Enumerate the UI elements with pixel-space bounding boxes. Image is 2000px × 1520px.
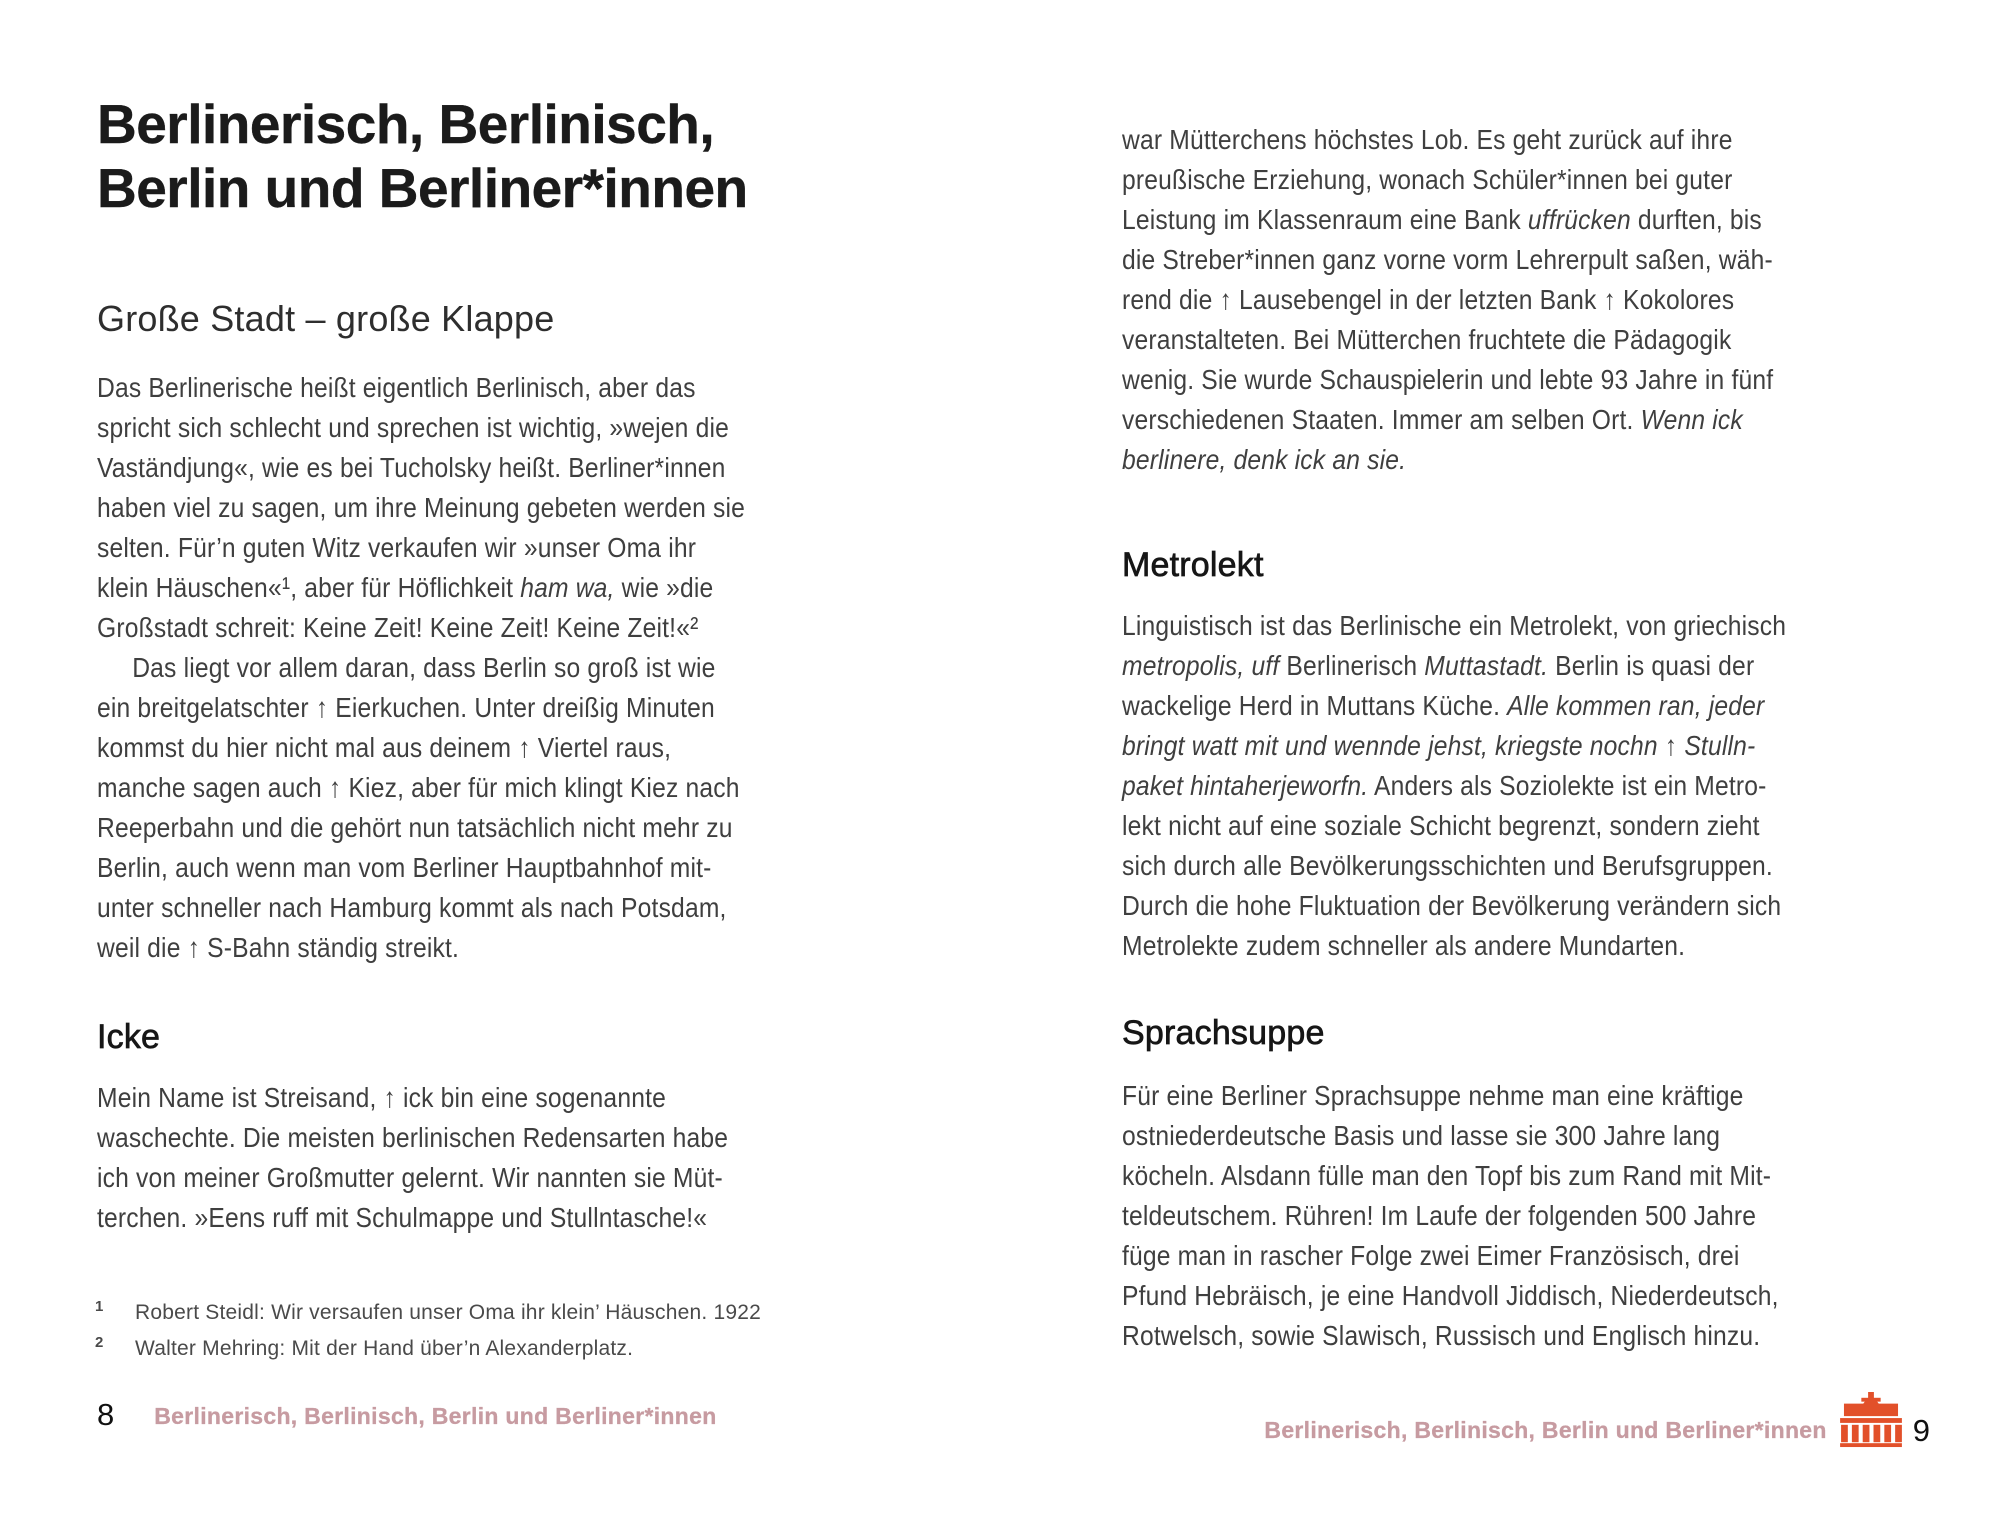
- footnote-1-marker: 1: [95, 1298, 104, 1315]
- text-line: verschiedenen Staaten. Immer am selben Ort. Wenn ick: [1122, 404, 1743, 435]
- text-line: ich von meiner Großmutter gelernt. Wir nannten sie Müt-: [97, 1162, 723, 1193]
- page-number-right: 9: [1912, 1413, 1930, 1448]
- footer-left: [97, 1398, 717, 1432]
- text-line: rend die ↑ Lausebengel in der letzten Bank ↑ Kokolores: [1122, 284, 1735, 315]
- text-line: Linguistisch ist das Berlinische ein Metrolekt, von griechisch: [1122, 610, 1787, 641]
- chapter-title-line-2: Berlin und Berliner*innen: [97, 157, 748, 219]
- text-line: ostniederdeutsche Basis und lasse sie 300 Jahre lang: [1122, 1120, 1721, 1151]
- section-heading-icke: Icke: [97, 1018, 161, 1056]
- text-line: sich durch alle Bevölkerungsschichten und Berufsgruppen.: [1122, 850, 1773, 881]
- chapter-title-line-1: Berlinerisch, Berlinisch,: [97, 93, 715, 155]
- text-line: teldeutschem. Rühren! Im Laufe der folgenden 500 Jahre: [1122, 1200, 1757, 1231]
- text-line: waschechte. Die meisten berlinischen Redensarten habe: [97, 1122, 729, 1153]
- text-line: lekt nicht auf eine soziale Schicht begrenzt, sondern zieht: [1122, 810, 1760, 841]
- text-line: manche sagen auch ↑ Kiez, aber für mich klingt Kiez nach: [97, 772, 740, 803]
- text-line: war Mütterchens höchstes Lob. Es geht zurück auf ihre: [1122, 124, 1733, 155]
- text-line: bringt watt mit und wennde jehst, kriegste nochn ↑ Stulln-: [1122, 730, 1756, 761]
- text-line: Großstadt schreit: Keine Zeit! Keine Zeit! Keine Zeit!«²: [97, 612, 699, 643]
- text-line: Berlin, auch wenn man vom Berliner Hauptbahnhof mit-: [97, 852, 712, 883]
- section-heading-sprachsuppe: Sprachsuppe: [1122, 1014, 1325, 1052]
- brandenburg-gate-icon: [1839, 1392, 1903, 1448]
- footer-right: [1264, 1392, 1930, 1448]
- text-line: klein Häuschen«¹, aber für Höflichkeit ham wa, wie »die: [97, 572, 714, 603]
- footnote-2-text: Walter Mehring: Mit der Hand über’n Alexanderplatz.: [135, 1337, 634, 1360]
- text-line: Reeperbahn und die gehört nun tatsächlich nicht mehr zu: [97, 812, 733, 843]
- footnote-1: [95, 1292, 761, 1328]
- text-line: paket hintaherjeworfn. Anders als Soziolekte ist ein Metro-: [1122, 770, 1767, 801]
- section-heading-metrolekt: Metrolekt: [1122, 546, 1264, 584]
- paragraph-metrolekt: [1122, 606, 1786, 966]
- text-line: füge man in rascher Folge zwei Eimer Französisch, drei: [1122, 1240, 1740, 1271]
- paragraph-sprachsuppe: [1122, 1076, 1779, 1356]
- chapter-title: [97, 92, 748, 220]
- chapter-subtitle: Große Stadt – große Klappe: [97, 298, 555, 339]
- text-line: Das liegt vor allem daran, dass Berlin so groß ist wie: [132, 652, 716, 683]
- text-line: Pfund Hebräisch, je eine Handvoll Jiddisch, Niederdeutsch,: [1122, 1280, 1779, 1311]
- text-line: preußische Erziehung, wonach Schüler*innen bei guter: [1122, 164, 1733, 195]
- text-line: köcheln. Alsdann fülle man den Topf bis zum Rand mit Mit-: [1122, 1160, 1772, 1191]
- text-line: Rotwelsch, sowie Slawisch, Russisch und Englisch hinzu.: [1122, 1320, 1761, 1351]
- text-line: spricht sich schlecht und sprechen ist wichtig, »wejen die: [97, 412, 730, 443]
- text-line: Vaständjung«, wie es bei Tucholsky heißt. Berliner*innen: [97, 452, 726, 483]
- footnote-2: [95, 1328, 761, 1364]
- text-line: Für eine Berliner Sprachsuppe nehme man eine kräftige: [1122, 1080, 1744, 1111]
- text-line: metropolis, uff Berlinerisch Muttastadt. Berlin is quasi der: [1122, 650, 1755, 681]
- text-line: wackelige Herd in Muttans Küche. Alle kommen ran, jeder: [1122, 690, 1765, 721]
- paragraph-muetterchen: [1122, 120, 1773, 480]
- page-number-left: 8: [97, 1397, 115, 1432]
- paragraph-grosse-stadt: [97, 368, 745, 968]
- text-line: Mein Name ist Streisand, ↑ ick bin eine sogenannte: [97, 1082, 666, 1113]
- text-line: selten. Für’n guten Witz verkaufen wir »unser Oma ihr: [97, 532, 697, 563]
- text-line: wenig. Sie wurde Schauspielerin und lebte 93 Jahre in fünf: [1122, 364, 1774, 395]
- text-line: haben viel zu sagen, um ihre Meinung gebeten werden sie: [97, 492, 746, 523]
- footnotes: [95, 1292, 761, 1364]
- gate-shape: [1840, 1392, 1902, 1447]
- text-line: Leistung im Klassenraum eine Bank uffrücken durften, bis: [1122, 204, 1762, 235]
- text-line: weil die ↑ S-Bahn ständig streikt.: [97, 932, 460, 963]
- running-title-left: Berlinerisch, Berlinisch, Berlin und Berliner*innen: [154, 1403, 717, 1429]
- text-line: die Streber*innen ganz vorne vorm Lehrerpult saßen, wäh-: [1122, 244, 1773, 275]
- paragraph-icke: [97, 1078, 728, 1238]
- text-line: unter schneller nach Hamburg kommt als nach Potsdam,: [97, 892, 727, 923]
- footnote-2-marker: 2: [95, 1334, 104, 1351]
- text-line: veranstalteten. Bei Mütterchen fruchtete die Pädagogik: [1122, 324, 1732, 355]
- text-line: Durch die hohe Fluktuation der Bevölkerung verändern sich: [1122, 890, 1782, 921]
- text-line: terchen. »Eens ruff mit Schulmappe und Stullntasche!«: [97, 1202, 708, 1233]
- text-line: berlinere, denk ick an sie.: [1122, 444, 1407, 475]
- footnote-1-text: Robert Steidl: Wir versaufen unser Oma ihr klein’ Häuschen. 1922: [135, 1301, 761, 1324]
- text-line: ein breitgelatschter ↑ Eierkuchen. Unter dreißig Minuten: [97, 692, 715, 723]
- text-line: Das Berlinerische heißt eigentlich Berlinisch, aber das: [97, 372, 696, 403]
- text-line: Metrolekte zudem schneller als andere Mundarten.: [1122, 930, 1686, 961]
- text-line: kommst du hier nicht mal aus deinem ↑ Viertel raus,: [97, 732, 672, 763]
- running-title-right: Berlinerisch, Berlinisch, Berlin und Berliner*innen: [1264, 1417, 1827, 1443]
